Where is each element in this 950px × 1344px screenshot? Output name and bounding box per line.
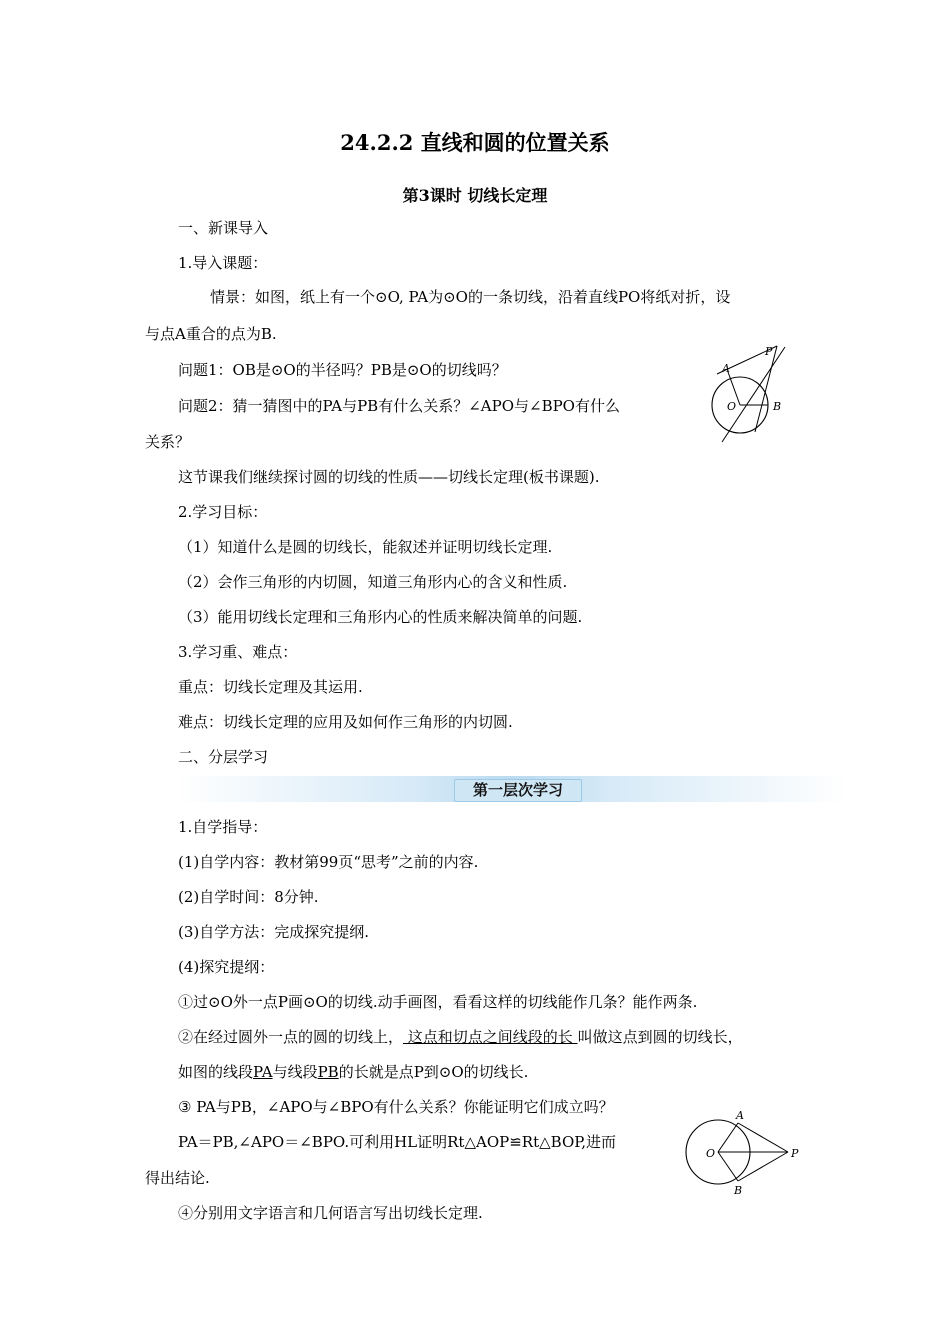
label-b: B [773, 400, 782, 413]
goal-1: （1）知道什么是圆的切线长，能叙述并证明切线长定理. [178, 538, 553, 556]
figure-fold-tangent [705, 342, 810, 444]
outline-item-3: ③ PA与PB，∠APO与∠BPO有什么关系？你能证明它们成立吗？ [178, 1098, 614, 1116]
answer-pb: PB [317, 1063, 339, 1081]
goal-2: （2）会作三角形的内切圆，知道三角形内心的含义和性质. [178, 573, 568, 591]
outline-item-4: ④分别用文字语言和几何语言写出切线长定理. [178, 1204, 483, 1222]
scenario-text: 情景：如图，纸上有一个⊙O, PA为⊙O的一条切线，沿着直线PO将纸对折，设 [210, 288, 731, 306]
study-time: (2)自学时间：8分钟. [178, 888, 319, 906]
item-2-answer: 这点和切点之间线段的长 [403, 1028, 578, 1046]
outline-item-2-cont [178, 1062, 528, 1082]
label-p: P [765, 345, 773, 358]
layered-heading: 二、分层学习 [178, 748, 269, 766]
item-2-text-end: 叫做这点到圆的切线长， [577, 1028, 743, 1046]
label-b: B [734, 1184, 743, 1197]
section-banner-label: 第一层次学习 [454, 779, 582, 802]
item-3-answer: PA＝PB,∠APO＝∠BPO.可利用HL证明Rt△AOP≌Rt△BOP,进而 [178, 1133, 617, 1151]
question-1: 问题1：OB是⊙O的半径吗？PB是⊙O的切线吗？ [178, 361, 507, 379]
figure-tangent-length [680, 1104, 808, 1200]
fold-line-po [722, 347, 785, 442]
question-2-cont: 关系？ [145, 433, 191, 451]
label-a: A [722, 362, 730, 375]
intro-heading: 一、新课导入 [178, 219, 269, 237]
lesson-note: 这节课我们继续探讨圆的切线的性质——切线长定理(板书课题). [178, 468, 600, 486]
item-3-answer-cont: 得出结论. [145, 1169, 210, 1187]
difficult-point: 难点：切线长定理的应用及如何作三角形的内切圆. [178, 713, 513, 731]
segment-pa [738, 1123, 788, 1152]
item-2-cont-end: 的长就是点P到⊙O的切线长. [338, 1063, 529, 1081]
scenario-text-cont: 与点A重合的点为B. [145, 325, 277, 343]
intro-topic: 1.导入课题： [178, 254, 268, 272]
tangent-pb [755, 346, 777, 432]
study-method: (3)自学方法：完成探究提纲. [178, 923, 370, 941]
radius-ob [718, 1152, 738, 1181]
outline-item-1: ①过⊙O外一点P画⊙O的切线.动手画图，看看这样的切线能作几条？能作两条. [178, 993, 698, 1011]
answer-pa: PA [253, 1063, 273, 1081]
self-study-heading: 1.自学指导： [178, 818, 268, 836]
key-heading: 3.学习重、难点： [178, 643, 298, 661]
study-outline: (4)探究提纲： [178, 958, 275, 976]
label-o: O [706, 1147, 716, 1160]
study-content: (1)自学内容：教材第99页“思考”之前的内容. [178, 853, 479, 871]
label-a: A [736, 1109, 744, 1122]
label-p: P [791, 1147, 799, 1160]
item-2-cont-text: 如图的线段 [178, 1063, 254, 1081]
radius-oa [718, 1123, 738, 1152]
page-title: 24.2.2 直线和圆的位置关系 [340, 130, 610, 155]
label-o: O [727, 400, 737, 413]
goals-heading: 2.学习目标： [178, 503, 268, 521]
lesson-subtitle: 第3课时 切线长定理 [402, 186, 548, 205]
question-2: 问题2：猜一猜图中的PA与PB有什么关系？∠APO与∠BPO有什么 [178, 397, 620, 415]
key-point: 重点：切线长定理及其运用. [178, 678, 363, 696]
goal-3: （3）能用切线长定理和三角形内心的性质来解决简单的问题. [178, 608, 583, 626]
segment-pb [738, 1152, 788, 1181]
item-2-text: ②在经过圆外一点的圆的切线上， [178, 1028, 404, 1046]
outline-item-2 [178, 1027, 743, 1047]
item-2-cont-mid: 与线段 [272, 1063, 318, 1081]
